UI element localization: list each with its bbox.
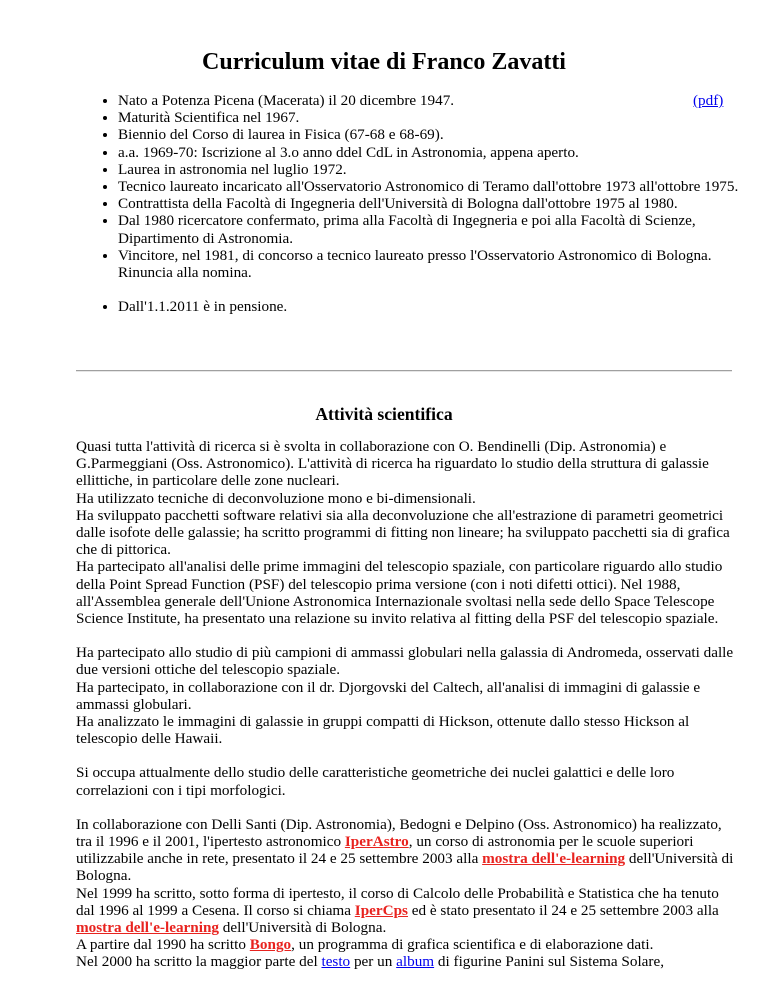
ipercps-text-b: ed è stato presentato il 24 e 25 settembre 2003 alla [407, 901, 719, 919]
globular-paragraph [76, 644, 736, 747]
research-line-2: Ha utilizzato tecniche di deconvoluzione mono e bi-dimensionali. [76, 489, 476, 507]
bio-item-laurea: • Laurea in astronomia nel luglio 1972. [118, 161, 768, 178]
bio-list [84, 92, 768, 315]
bongo-link[interactable]: Bongo [249, 936, 292, 954]
album-link[interactable]: album [396, 953, 435, 971]
bio-item-teramo: • Tecnico laureato incaricato all'Osservatorio Astronomico di Teramo dall'ottobre 1973 all'ottobre 1975. [118, 178, 768, 195]
research-line-3: Ha sviluppato pacchetti software relativi sia alla deconvoluzione che all'estrazione di parametri geometrici dalle isofote delle galassie; ha scritto programmi di fitting non lineare; ha sviluppato pacchetti sia di grafica che di pittorica. [76, 506, 730, 559]
album-text-a: Nel 2000 ha scritto la maggior parte del [76, 953, 322, 971]
section-divider [76, 370, 732, 372]
globular-line-1: Ha partecipato allo studio di più campioni di ammassi globulari nella galassia di Andromeda, osservati dalle due versioni ottiche del telescopio spaziale. [76, 644, 734, 679]
research-paragraph [76, 438, 736, 627]
section-title: Attività scientifica [315, 404, 453, 424]
ipercps-text-a: Nel 1999 ha scritto, sotto forma di ipertesto, il corso di Calcolo delle Probabilità e Statistica che ha tenuto dal 1996 al 1999 a Cesena. Il corso si chiama [76, 884, 719, 919]
bio-item-vincitore: • Vincitore, nel 1981, di concorso a tecnico laureato presso l'Osservatorio Astronomico di Bologna. Rinuncia alla nomina. [118, 247, 768, 281]
bio-item-birth: • Nato a Potenza Picena (Macerata) il 20 dicembre 1947. [118, 92, 768, 109]
iperastro-text-b: , un corso di astronomia per le scuole superiori utilizzabile anche in rete, presentato il 24 e 25 settembre 2003 alla [76, 833, 694, 868]
album-text-b: per un [350, 953, 397, 971]
iperastro-link[interactable]: IperAstro [344, 833, 409, 851]
activity-section [76, 438, 736, 988]
globular-line-2: Ha partecipato, in collaborazione con il dr. Djorgovski del Caltech, all'analisi di immagini di galassie e ammassi globulari. [76, 678, 701, 713]
bio-item-ricercatore: • Dal 1980 ricercatore confermato, prima alla Facoltà di Ingegneria e poi alla Facoltà di Scienze, Dipartimento di Astronomia. [118, 212, 768, 246]
current-research-paragraph: Si occupa attualmente dello studio delle caratteristiche geometriche dei nuclei galattici e delle loro correlazioni con i tipi morfologici. [76, 764, 675, 799]
software-paragraph [76, 816, 736, 971]
research-line-1: Quasi tutta l'attività di ricerca si è svolta in collaborazione con O. Bendinelli (Dip. Astronomia) e G.Parmeggiani (Oss. Astronomico). L'attività di ricerca ha riguardato lo studio della struttura di galassie ellittiche, in particolare delle zone nucleari. [76, 438, 709, 490]
album-text-c: di figurine Panini sul Sistema Solare, [434, 953, 665, 971]
globular-line-3: Ha analizzato le immagini di galassie in gruppi compatti di Hickson, ottenute dallo stesso Hickson al telescopio delle Hawaii. [76, 713, 690, 748]
page-title: Curriculum vitae di Franco Zavatti [202, 49, 566, 75]
ipercps-link[interactable]: IperCps [354, 901, 408, 919]
bio-item-iscrizione: • a.a. 1969-70: Iscrizione al 3.o anno ddel CdL in Astronomia, appena aperto. [118, 144, 768, 161]
bio-item-contrattista: • Contrattista della Facoltà di Ingegneria dell'Università di Bologna dall'ottobre 1975 al 1980. [118, 195, 768, 212]
bongo-text-b: , un programma di grafica scientifica e di elaborazione dati. [291, 936, 654, 954]
mostra-elearning-link-1[interactable]: mostra dell'e-learning [482, 850, 626, 868]
bio-item-pensione: • Dall'1.1.2011 è in pensione. [118, 298, 768, 315]
iperastro-text-a: In collaborazione con Delli Santi (Dip. Astronomia), Bedogni e Delpino (Oss. Astronomico) ha realizzato, tra il 1996 e il 2001, l'ipertesto astronomico [76, 815, 722, 851]
iperastro-text-c: dell'Università di Bologna. [76, 850, 734, 885]
research-line-4: Ha partecipato all'analisi delle prime immagini del telescopio spaziale, con particolare riguardo allo studio della Point Spread Function (PSF) del telescopio prima versione (con i noti difetti ottici). Nel 1988, all'Assemblea generale dell'Unione Astronomica Internazionale svoltasi nella sede dello Space Telescope Science Institute, ha presentato una relazione su invito relativa al fitting della PSF del telescopio spaziale. [76, 558, 723, 628]
testo-link[interactable]: testo [321, 953, 351, 971]
ipercps-text-c: dell'Università di Bologna. [219, 919, 387, 937]
bio-item-maturita: • Maturità Scientifica nel 1967. [118, 109, 768, 126]
pdf-link[interactable]: (pdf) [693, 92, 724, 109]
bongo-text-a: A partire dal 1990 ha scritto [76, 936, 250, 954]
mostra-elearning-link-2[interactable]: mostra dell'e-learning [76, 919, 219, 937]
bio-item-biennio: • Biennio del Corso di laurea in Fisica (67-68 e 68-69). [118, 126, 768, 143]
